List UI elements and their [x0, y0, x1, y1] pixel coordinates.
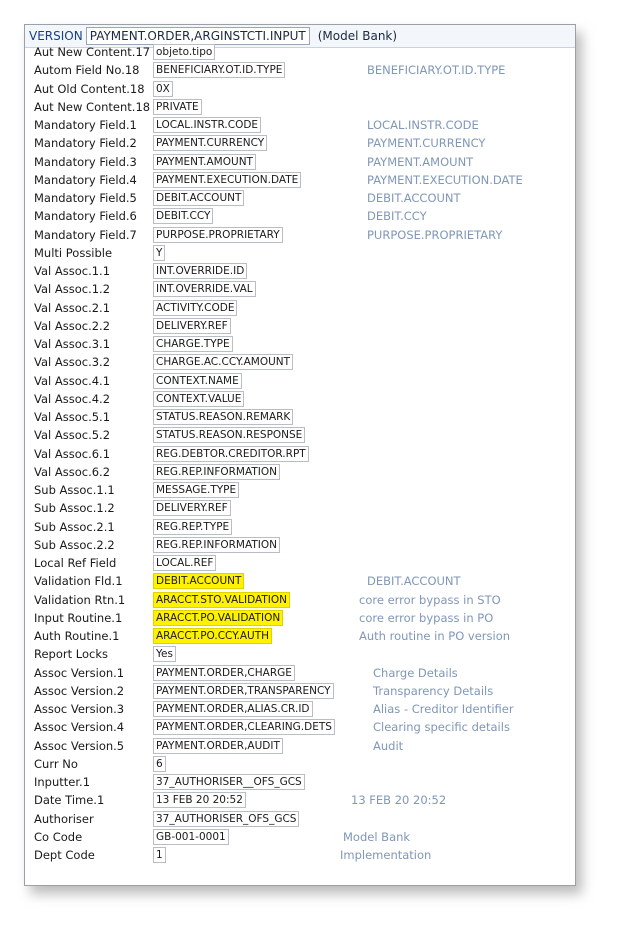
- field-label: Assoc Version.2: [34, 683, 125, 698]
- field-label: Val Assoc.6.2: [34, 464, 111, 479]
- field-enrichment: PAYMENT.CURRENCY: [367, 136, 486, 151]
- field-value: Y: [153, 245, 165, 261]
- field-label: Dept Code: [34, 848, 95, 862]
- field-value: DELIVERY.REF: [153, 318, 231, 334]
- field-value: STATUS.REASON.RESPONSE: [153, 427, 305, 443]
- field-value: PAYMENT.CURRENCY: [153, 135, 267, 151]
- field-row: [25, 134, 575, 152]
- version-record-window: [24, 24, 576, 886]
- field-label: Co Code: [34, 829, 83, 844]
- field-enrichment: Alias - Creditor Identifier: [373, 702, 514, 716]
- field-row: [25, 262, 575, 280]
- field-value: CHARGE.TYPE: [153, 336, 233, 352]
- field-value: PAYMENT.ORDER,CHARGE: [153, 665, 295, 681]
- field-label: Val Assoc.4.2: [34, 391, 111, 406]
- field-label: Assoc Version.3: [34, 702, 125, 716]
- field-label: Val Assoc.3.1: [34, 337, 111, 351]
- field-label: Sub Assoc.2.2: [34, 537, 115, 552]
- field-value: ARACCT.PO.CCY.AUTH: [153, 628, 272, 644]
- field-value: CONTEXT.NAME: [153, 373, 242, 389]
- field-value: ARACCT.STO.VALIDATION: [153, 592, 290, 608]
- field-enrichment: Charge Details: [373, 665, 458, 680]
- field-row: [25, 226, 575, 244]
- field-label: Assoc Version.5: [34, 738, 125, 753]
- field-value: INT.OVERRIDE.ID: [153, 263, 247, 279]
- field-value: INT.OVERRIDE.VAL: [153, 281, 256, 297]
- field-label: Curr No: [34, 756, 78, 771]
- field-value: PAYMENT.ORDER,CLEARING.DETS: [153, 719, 335, 735]
- field-row: [25, 664, 575, 682]
- field-enrichment: Audit: [373, 738, 404, 753]
- field-value: PAYMENT.AMOUNT: [153, 154, 256, 170]
- field-label: Val Assoc.5.2: [34, 428, 111, 443]
- field-row: [25, 207, 575, 225]
- title-record-id: PAYMENT.ORDER,ARGINSTCTI.INPUT: [86, 27, 310, 45]
- field-value: PAYMENT.ORDER,ALIAS.CR.ID: [153, 701, 313, 717]
- field-enrichment: DEBIT.CCY: [367, 209, 427, 224]
- field-enrichment: PAYMENT.AMOUNT: [367, 154, 474, 169]
- field-enrichment: core error bypass in STO: [359, 592, 501, 607]
- field-row: [25, 518, 575, 536]
- field-value: DELIVERY.REF: [153, 500, 231, 516]
- field-value: ARACCT.PO.VALIDATION: [153, 610, 283, 626]
- field-row: [25, 280, 575, 298]
- field-label: Input Routine.1: [34, 610, 123, 625]
- field-row: [25, 335, 575, 353]
- field-row: [25, 645, 575, 663]
- field-value: 6: [153, 756, 166, 772]
- field-row: [25, 244, 575, 262]
- field-value: 13 FEB 20 20:52: [153, 792, 246, 808]
- field-label: Val Assoc.2.1: [34, 300, 111, 315]
- field-row: [25, 481, 575, 499]
- title-prefix: VERSION: [29, 29, 83, 43]
- field-value: MESSAGE.TYPE: [153, 482, 239, 498]
- title-company: (Model Bank): [317, 29, 398, 43]
- field-value: PAYMENT.EXECUTION.DATE: [153, 172, 301, 188]
- field-value: BENEFICIARY.OT.ID.TYPE: [153, 62, 285, 78]
- field-row: [25, 536, 575, 554]
- field-row: [25, 591, 575, 609]
- field-row: [25, 700, 575, 718]
- field-label: Mandatory Field.5: [34, 191, 137, 205]
- field-label: Mandatory Field.4: [34, 172, 137, 187]
- field-row: [25, 499, 575, 517]
- field-value: 37_AUTHORISER__OFS_GCS: [153, 774, 305, 790]
- field-label: Mandatory Field.3: [34, 154, 137, 169]
- field-label: Sub Assoc.2.1: [34, 519, 115, 534]
- field-value: PURPOSE.PROPRIETARY: [153, 227, 283, 243]
- field-value: objeto.tipo: [153, 44, 215, 60]
- field-enrichment: BENEFICIARY.OT.ID.TYPE: [367, 63, 506, 78]
- field-value: CHARGE.AC.CCY.AMOUNT: [153, 354, 293, 370]
- field-enrichment: Auth routine in PO version: [359, 629, 511, 643]
- field-enrichment: Transparency Details: [373, 683, 494, 698]
- field-row: [25, 791, 575, 809]
- field-value: PRIVATE: [153, 99, 202, 115]
- field-label: Inputter.1: [34, 775, 91, 789]
- field-label: Mandatory Field.6: [34, 209, 137, 224]
- field-value: LOCAL.REF: [153, 555, 216, 571]
- field-label: Val Assoc.1.2: [34, 282, 111, 297]
- field-value: PAYMENT.ORDER,AUDIT: [153, 738, 283, 754]
- field-value: REG.REP.INFORMATION: [153, 537, 280, 553]
- field-label: Mandatory Field.2: [34, 136, 137, 151]
- field-row: [25, 572, 575, 590]
- field-row: [25, 810, 575, 828]
- field-enrichment: LOCAL.INSTR.CODE: [367, 118, 479, 132]
- field-value: Yes: [153, 646, 176, 662]
- field-row: [25, 408, 575, 426]
- field-row: [25, 846, 575, 864]
- field-enrichment: core error bypass in PO: [359, 610, 494, 625]
- field-label: Validation Rtn.1: [34, 592, 126, 607]
- field-row: [25, 98, 575, 116]
- field-label: Autom Field No.18: [34, 63, 140, 78]
- field-row: [25, 317, 575, 335]
- field-row: [25, 773, 575, 791]
- field-enrichment: Clearing specific details: [373, 720, 510, 735]
- field-row: [25, 426, 575, 444]
- field-value: LOCAL.INSTR.CODE: [153, 117, 261, 133]
- field-row: [25, 682, 575, 700]
- field-row: [25, 153, 575, 171]
- field-row: [25, 445, 575, 463]
- field-label: Val Assoc.1.1: [34, 264, 111, 278]
- field-value: 1: [153, 847, 166, 863]
- field-label: Multi Possible: [34, 245, 113, 260]
- field-row: [25, 299, 575, 317]
- field-label: Val Assoc.2.2: [34, 318, 111, 333]
- field-value: GB-001-0001: [153, 829, 229, 845]
- field-row: [25, 390, 575, 408]
- field-row: [25, 627, 575, 645]
- field-enrichment: Model Bank: [343, 829, 411, 844]
- field-enrichment: Implementation: [340, 848, 432, 862]
- field-label: Assoc Version.1: [34, 665, 125, 680]
- field-enrichment: 13 FEB 20 20:52: [351, 793, 447, 808]
- field-label: Val Assoc.6.1: [34, 446, 111, 461]
- field-value: DEBIT.ACCOUNT: [153, 190, 244, 206]
- field-value: STATUS.REASON.REMARK: [153, 409, 293, 425]
- field-label: Sub Assoc.1.2: [34, 501, 115, 516]
- field-value: ACTIVITY.CODE: [153, 300, 237, 316]
- field-label: Authoriser: [34, 811, 94, 826]
- field-label: Val Assoc.5.1: [34, 410, 111, 424]
- field-row: [25, 737, 575, 755]
- field-label: Local Ref Field: [34, 556, 117, 570]
- field-value: DEBIT.CCY: [153, 208, 213, 224]
- field-enrichment: PAYMENT.EXECUTION.DATE: [367, 172, 523, 187]
- field-row: [25, 828, 575, 846]
- field-label: Val Assoc.3.2: [34, 355, 111, 370]
- field-enrichment: DEBIT.ACCOUNT: [367, 191, 461, 205]
- field-value: 37_AUTHORISER_OFS_GCS: [153, 811, 299, 827]
- field-label: Date Time.1: [34, 793, 105, 808]
- field-row: [25, 43, 575, 61]
- field-row: [25, 61, 575, 79]
- field-row: [25, 718, 575, 736]
- field-row: [25, 189, 575, 207]
- field-value: REG.DEBTOR.CREDITOR.RPT: [153, 446, 309, 462]
- field-label: Mandatory Field.1: [34, 118, 137, 132]
- field-value: PAYMENT.ORDER,TRANSPARENCY: [153, 683, 334, 699]
- field-row: [25, 80, 575, 98]
- field-label: Aut New Content.18: [34, 99, 151, 114]
- field-label: Report Locks: [34, 647, 108, 662]
- field-row: [25, 171, 575, 189]
- field-enrichment: PURPOSE.PROPRIETARY: [367, 227, 503, 242]
- field-value: REG.REP.TYPE: [153, 519, 232, 535]
- field-label: Val Assoc.4.1: [34, 373, 111, 388]
- field-row: [25, 463, 575, 481]
- field-enrichment: DEBIT.ACCOUNT: [367, 574, 461, 589]
- field-label: Aut Old Content.18: [34, 81, 145, 96]
- field-label: Assoc Version.4: [34, 720, 125, 735]
- field-row: [25, 609, 575, 627]
- field-row: [25, 554, 575, 572]
- field-value: CONTEXT.VALUE: [153, 391, 244, 407]
- field-label: Mandatory Field.7: [34, 227, 137, 242]
- field-value: 0X: [153, 81, 173, 97]
- field-value: REG.REP.INFORMATION: [153, 464, 280, 480]
- field-label: Sub Assoc.1.1: [34, 483, 115, 497]
- field-row: [25, 353, 575, 371]
- field-row: [25, 372, 575, 390]
- field-value: DEBIT.ACCOUNT: [153, 573, 244, 589]
- field-label: Auth Routine.1: [34, 629, 120, 643]
- field-row: [25, 116, 575, 134]
- field-row: [25, 755, 575, 773]
- field-label: Aut New Content.17: [34, 45, 151, 59]
- field-label: Validation Fld.1: [34, 574, 123, 589]
